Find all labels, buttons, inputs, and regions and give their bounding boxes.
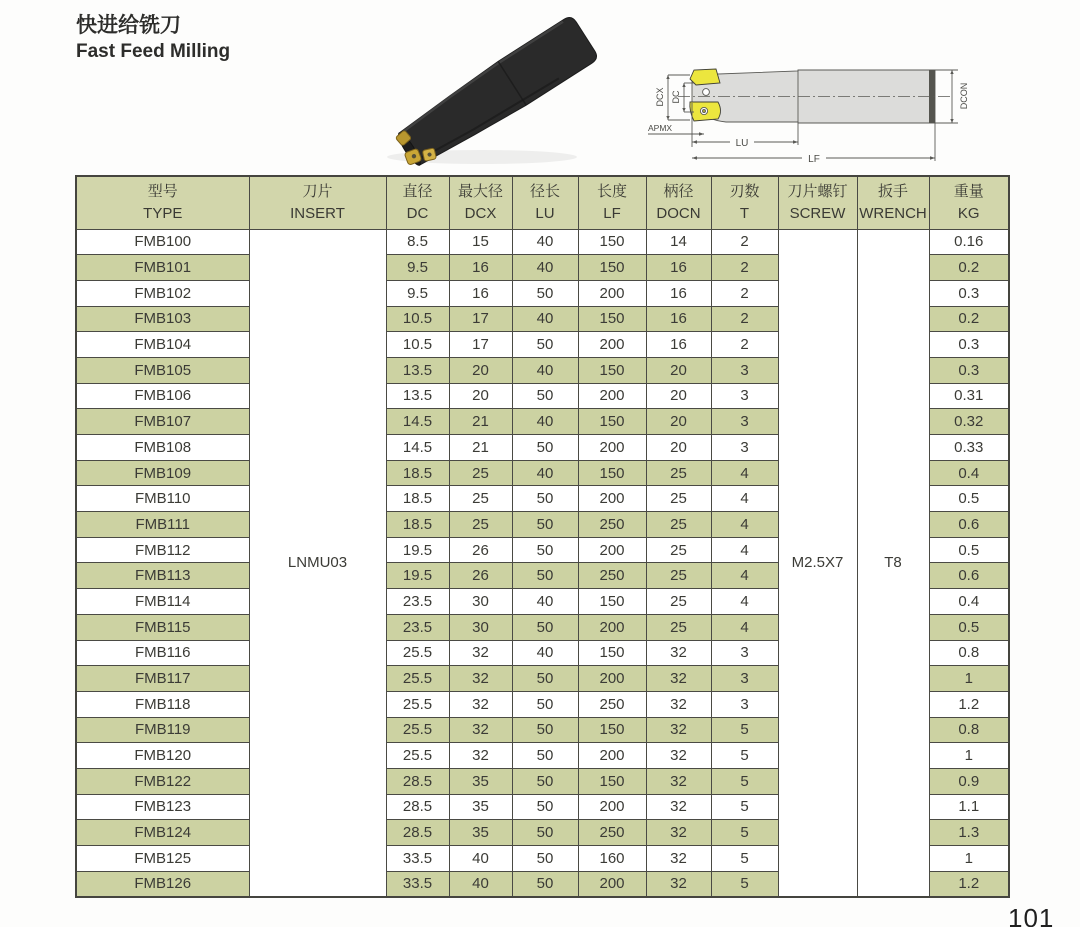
cell-docn: 32 [646, 846, 711, 872]
cell-lu: 40 [512, 357, 578, 383]
cell-t: 4 [711, 512, 778, 538]
cell-docn: 20 [646, 409, 711, 435]
cell-lu: 40 [512, 306, 578, 332]
cell-docn: 16 [646, 255, 711, 281]
cell-docn: 32 [646, 871, 711, 897]
cell-lu: 50 [512, 768, 578, 794]
cell-lu: 50 [512, 563, 578, 589]
cell-lu: 40 [512, 229, 578, 255]
cell-lf: 200 [578, 332, 646, 358]
cell-kg: 0.3 [929, 280, 1009, 306]
cell-kg: 0.6 [929, 512, 1009, 538]
cell-t: 5 [711, 794, 778, 820]
cell-docn: 25 [646, 537, 711, 563]
cell-lu: 50 [512, 691, 578, 717]
cell-lf: 150 [578, 357, 646, 383]
cell-dcx: 16 [449, 280, 512, 306]
cell-type: FMB101 [76, 255, 249, 281]
cell-dc: 25.5 [386, 666, 449, 692]
cell-kg: 0.9 [929, 768, 1009, 794]
dim-label-dcx: DCX [655, 87, 665, 107]
cell-t: 3 [711, 666, 778, 692]
cell-dc: 25.5 [386, 691, 449, 717]
cell-lf: 200 [578, 666, 646, 692]
cell-kg: 0.4 [929, 460, 1009, 486]
cell-type: FMB109 [76, 460, 249, 486]
cell-lu: 50 [512, 614, 578, 640]
cell-type: FMB112 [76, 537, 249, 563]
cell-type: FMB126 [76, 871, 249, 897]
cell-lf: 200 [578, 614, 646, 640]
cell-dcx: 32 [449, 717, 512, 743]
cell-dcx: 17 [449, 332, 512, 358]
cell-lf: 150 [578, 717, 646, 743]
cell-kg: 1.2 [929, 871, 1009, 897]
cell-lu: 50 [512, 666, 578, 692]
cell-lu: 50 [512, 280, 578, 306]
cell-lu: 50 [512, 435, 578, 461]
cell-type: FMB125 [76, 846, 249, 872]
cell-t: 4 [711, 537, 778, 563]
cell-lu: 50 [512, 383, 578, 409]
cell-dcx: 26 [449, 537, 512, 563]
technical-drawing [630, 55, 1050, 170]
cell-lf: 200 [578, 486, 646, 512]
cell-kg: 0.16 [929, 229, 1009, 255]
cell-dc: 10.5 [386, 332, 449, 358]
cell-type: FMB117 [76, 666, 249, 692]
column-header-lu: 径长 LU [512, 176, 578, 229]
cell-kg: 0.5 [929, 537, 1009, 563]
cell-t: 3 [711, 357, 778, 383]
cell-kg: 1 [929, 846, 1009, 872]
cell-dc: 13.5 [386, 383, 449, 409]
cell-kg: 0.3 [929, 332, 1009, 358]
cell-lf: 150 [578, 640, 646, 666]
cell-kg: 0.2 [929, 306, 1009, 332]
column-header-docn: 柄径 DOCN [646, 176, 711, 229]
cell-docn: 32 [646, 717, 711, 743]
cell-dcx: 32 [449, 666, 512, 692]
cell-lf: 200 [578, 743, 646, 769]
cell-dc: 19.5 [386, 537, 449, 563]
cell-dcx: 26 [449, 563, 512, 589]
cell-lf: 250 [578, 512, 646, 538]
cell-docn: 16 [646, 306, 711, 332]
cell-dcx: 32 [449, 691, 512, 717]
cell-docn: 14 [646, 229, 711, 255]
cell-lu: 40 [512, 460, 578, 486]
cell-kg: 0.3 [929, 357, 1009, 383]
cell-type: FMB108 [76, 435, 249, 461]
cell-docn: 25 [646, 460, 711, 486]
cell-t: 3 [711, 691, 778, 717]
table-row-fmb100 [76, 229, 1009, 255]
cell-t: 2 [711, 332, 778, 358]
cell-dc: 18.5 [386, 512, 449, 538]
cell-kg: 1 [929, 666, 1009, 692]
cell-lf: 160 [578, 846, 646, 872]
cell-lf: 250 [578, 820, 646, 846]
cell-screw-merged: M2.5X7 [778, 229, 857, 897]
cell-lu: 50 [512, 846, 578, 872]
cell-type: FMB123 [76, 794, 249, 820]
cell-dc: 28.5 [386, 768, 449, 794]
cell-t: 4 [711, 486, 778, 512]
cell-dc: 23.5 [386, 589, 449, 615]
cell-kg: 0.8 [929, 640, 1009, 666]
cell-lu: 40 [512, 409, 578, 435]
column-header-insert: 刀片 INSERT [249, 176, 386, 229]
cell-dc: 33.5 [386, 846, 449, 872]
cell-dc: 23.5 [386, 614, 449, 640]
cell-dcx: 20 [449, 383, 512, 409]
cell-lu: 50 [512, 794, 578, 820]
cell-dcx: 17 [449, 306, 512, 332]
cell-dc: 33.5 [386, 871, 449, 897]
cell-lu: 50 [512, 537, 578, 563]
cell-lu: 50 [512, 743, 578, 769]
cell-t: 2 [711, 255, 778, 281]
cell-lu: 50 [512, 332, 578, 358]
cell-lf: 200 [578, 537, 646, 563]
cell-lf: 250 [578, 691, 646, 717]
column-header-dc: 直径 DC [386, 176, 449, 229]
cell-type: FMB105 [76, 357, 249, 383]
cell-t: 5 [711, 871, 778, 897]
cell-dc: 13.5 [386, 357, 449, 383]
cell-dc: 28.5 [386, 794, 449, 820]
cell-kg: 0.31 [929, 383, 1009, 409]
cell-dcx: 32 [449, 743, 512, 769]
spec-table [75, 175, 1010, 898]
tool-body [395, 15, 599, 171]
cell-lf: 150 [578, 229, 646, 255]
cell-lu: 50 [512, 717, 578, 743]
cell-kg: 1.3 [929, 820, 1009, 846]
cell-kg: 0.32 [929, 409, 1009, 435]
cell-dc: 25.5 [386, 640, 449, 666]
cell-t: 3 [711, 383, 778, 409]
cell-t: 4 [711, 460, 778, 486]
cell-lf: 200 [578, 435, 646, 461]
column-header-screw: 刀片螺钉 SCREW [778, 176, 857, 229]
cell-docn: 25 [646, 486, 711, 512]
cell-dcx: 21 [449, 409, 512, 435]
cell-docn: 32 [646, 691, 711, 717]
cell-lu: 40 [512, 255, 578, 281]
cell-docn: 32 [646, 743, 711, 769]
table-head-row [76, 176, 1009, 229]
cell-dcx: 25 [449, 486, 512, 512]
cell-type: FMB122 [76, 768, 249, 794]
cell-dc: 9.5 [386, 255, 449, 281]
cell-t: 2 [711, 280, 778, 306]
cell-kg: 0.8 [929, 717, 1009, 743]
cell-docn: 32 [646, 820, 711, 846]
cell-docn: 32 [646, 666, 711, 692]
cell-docn: 16 [646, 332, 711, 358]
product-photo [372, 5, 612, 171]
cell-dc: 9.5 [386, 280, 449, 306]
cell-kg: 1 [929, 743, 1009, 769]
cell-type: FMB104 [76, 332, 249, 358]
column-header-kg: 重量 KG [929, 176, 1009, 229]
cell-lf: 200 [578, 280, 646, 306]
cell-type: FMB115 [76, 614, 249, 640]
cell-type: FMB124 [76, 820, 249, 846]
cell-dc: 28.5 [386, 820, 449, 846]
cell-docn: 25 [646, 589, 711, 615]
column-header-dcx: 最大径 DCX [449, 176, 512, 229]
cell-dc: 18.5 [386, 486, 449, 512]
cell-insert-merged: LNMU03 [249, 229, 386, 897]
cell-lf: 200 [578, 871, 646, 897]
cell-lf: 200 [578, 794, 646, 820]
cell-dcx: 16 [449, 255, 512, 281]
cell-t: 4 [711, 563, 778, 589]
cell-t: 2 [711, 229, 778, 255]
cell-docn: 32 [646, 640, 711, 666]
cell-t: 3 [711, 409, 778, 435]
cell-type: FMB118 [76, 691, 249, 717]
cell-dcx: 21 [449, 435, 512, 461]
cell-type: FMB116 [76, 640, 249, 666]
dim-label-lf: LF [808, 154, 820, 165]
cell-lu: 40 [512, 589, 578, 615]
cell-t: 5 [711, 768, 778, 794]
cell-dc: 8.5 [386, 229, 449, 255]
cell-type: FMB102 [76, 280, 249, 306]
cell-lf: 200 [578, 383, 646, 409]
cell-t: 2 [711, 306, 778, 332]
cell-kg: 0.5 [929, 614, 1009, 640]
cell-type: FMB110 [76, 486, 249, 512]
page-title-chinese: 快进给铣刀 [76, 14, 181, 37]
column-header-t: 刃数 T [711, 176, 778, 229]
table-body [76, 229, 1009, 897]
cell-docn: 32 [646, 768, 711, 794]
dim-label-lu: LU [735, 138, 749, 149]
cell-wrench-merged: T8 [857, 229, 929, 897]
cell-dcx: 30 [449, 589, 512, 615]
column-header-type: 型号 TYPE [76, 176, 249, 229]
cell-dcx: 30 [449, 614, 512, 640]
cell-type: FMB111 [76, 512, 249, 538]
cell-t: 4 [711, 614, 778, 640]
cell-dc: 10.5 [386, 306, 449, 332]
cell-t: 5 [711, 820, 778, 846]
cell-dcx: 35 [449, 820, 512, 846]
cell-t: 5 [711, 846, 778, 872]
cell-docn: 20 [646, 357, 711, 383]
cell-type: FMB107 [76, 409, 249, 435]
cell-lu: 50 [512, 512, 578, 538]
cell-lf: 150 [578, 306, 646, 332]
cell-dcx: 20 [449, 357, 512, 383]
cell-dcx: 35 [449, 794, 512, 820]
cell-kg: 0.33 [929, 435, 1009, 461]
dim-label-dcon: DCON [959, 82, 969, 110]
cell-lu: 50 [512, 486, 578, 512]
page-title [76, 12, 230, 65]
cell-type: FMB100 [76, 229, 249, 255]
cell-docn: 32 [646, 794, 711, 820]
cell-type: FMB106 [76, 383, 249, 409]
insert-top [690, 69, 720, 85]
cell-type: FMB103 [76, 306, 249, 332]
cell-dcx: 25 [449, 460, 512, 486]
cell-kg: 0.4 [929, 589, 1009, 615]
cell-dc: 14.5 [386, 409, 449, 435]
cell-type: FMB120 [76, 743, 249, 769]
dim-label-apmx: APMX [648, 123, 673, 133]
cell-dcx: 40 [449, 846, 512, 872]
cell-docn: 25 [646, 512, 711, 538]
cell-t: 4 [711, 589, 778, 615]
cell-lf: 150 [578, 255, 646, 281]
cell-docn: 20 [646, 383, 711, 409]
page-title-english: Fast Feed Milling [76, 41, 231, 63]
cell-lf: 150 [578, 409, 646, 435]
cell-t: 3 [711, 640, 778, 666]
cell-dc: 14.5 [386, 435, 449, 461]
cell-dcx: 35 [449, 768, 512, 794]
cell-dc: 19.5 [386, 563, 449, 589]
cell-kg: 0.2 [929, 255, 1009, 281]
cell-lf: 150 [578, 460, 646, 486]
cell-t: 3 [711, 435, 778, 461]
cell-dcx: 32 [449, 640, 512, 666]
cell-kg: 1.1 [929, 794, 1009, 820]
cell-dcx: 25 [449, 512, 512, 538]
cell-dcx: 40 [449, 871, 512, 897]
cell-type: FMB119 [76, 717, 249, 743]
page-number: 101 [1008, 903, 1055, 927]
cell-type: FMB113 [76, 563, 249, 589]
cell-lu: 50 [512, 820, 578, 846]
cell-dc: 18.5 [386, 460, 449, 486]
cell-dcx: 15 [449, 229, 512, 255]
cell-lf: 150 [578, 589, 646, 615]
cell-docn: 25 [646, 563, 711, 589]
cell-t: 5 [711, 743, 778, 769]
cell-docn: 16 [646, 280, 711, 306]
cell-lf: 250 [578, 563, 646, 589]
cell-type: FMB114 [76, 589, 249, 615]
dim-label-dc: DC [671, 90, 681, 104]
cell-docn: 20 [646, 435, 711, 461]
cell-t: 5 [711, 717, 778, 743]
cell-lu: 40 [512, 640, 578, 666]
cell-kg: 0.6 [929, 563, 1009, 589]
column-header-wrench: 扳手 WRENCH [857, 176, 929, 229]
column-header-lf: 长度 LF [578, 176, 646, 229]
cell-dc: 25.5 [386, 743, 449, 769]
cell-kg: 1.2 [929, 691, 1009, 717]
cell-lu: 50 [512, 871, 578, 897]
cell-dc: 25.5 [386, 717, 449, 743]
cell-docn: 25 [646, 614, 711, 640]
cell-kg: 0.5 [929, 486, 1009, 512]
cell-lf: 150 [578, 768, 646, 794]
